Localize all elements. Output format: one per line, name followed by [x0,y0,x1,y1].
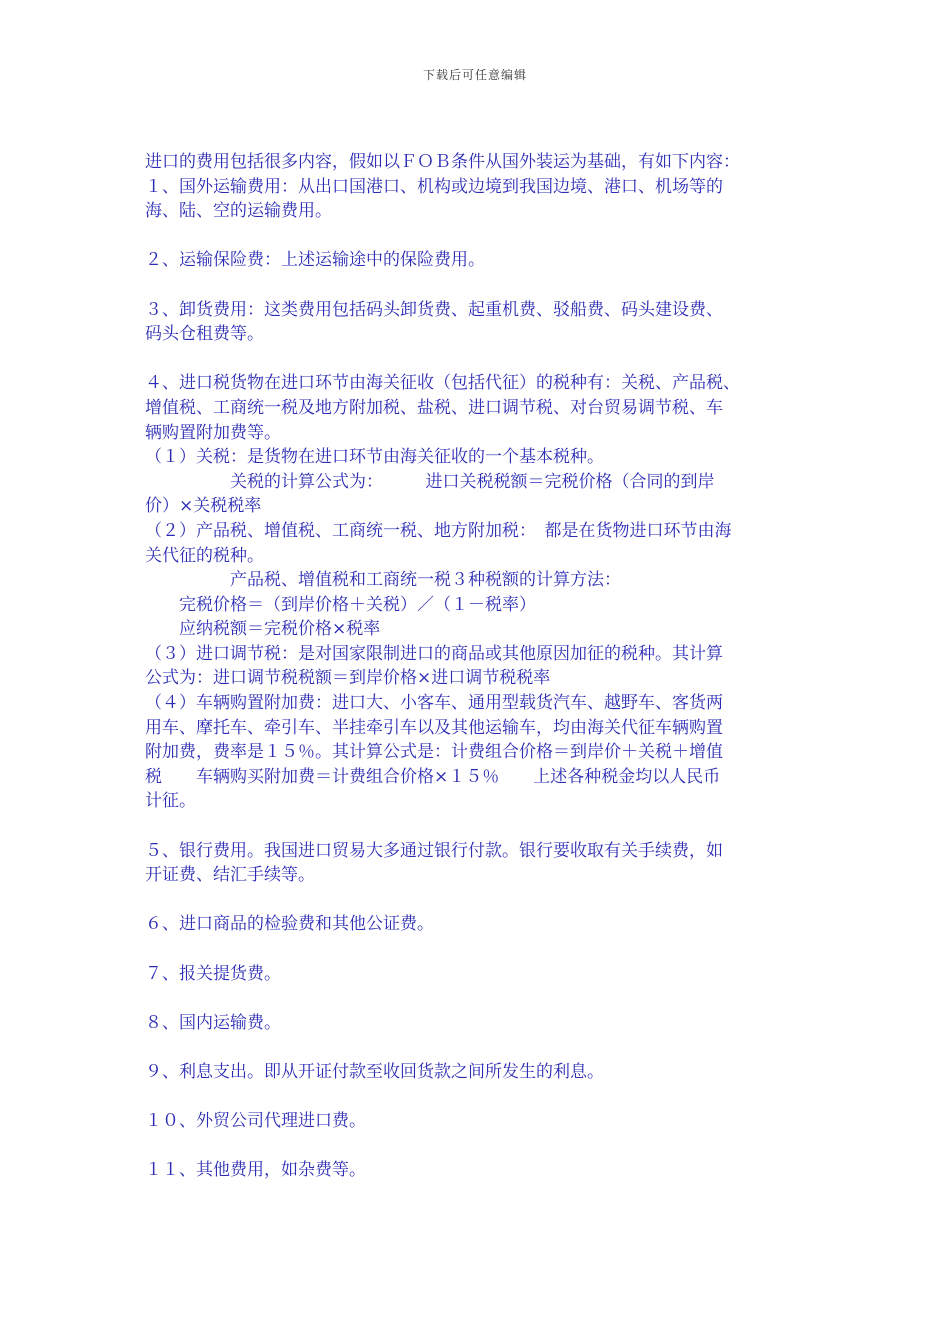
text-line: １１、其他费用，如杂费等。 [145,1160,366,1181]
blank-line [145,888,810,913]
text-line: （１）关税：是货物在进口环节由海关征收的一个基本税种。 [145,447,604,468]
text-line: （２）产品税、增值税、工商统一税、地方附加税： 都是在货物进口环节由海 [145,520,732,541]
blank-line [145,224,810,249]
blank-line [145,347,810,372]
text-line: 海、陆、空的运输费用。 [145,201,332,222]
text-line: ９、利息支出。即从开证付款至收回货款之间所发生的利息。 [145,1061,604,1082]
text-line: 辆购置附加费等。 [145,422,281,443]
text-line: 计征。 [145,791,196,812]
text-line: 进口的费用包括很多内容，假如以ＦＯＢ条件从国外装运为基础，有如下内容： [145,152,740,172]
text-line: ４、进口税货物在进口环节由海关征收（包括代征）的税种有：关税、产品税、 [145,373,740,394]
text-line: （３）进口调节税：是对国家限制进口的商品或其他原因加征的税种。其计算 [145,643,723,664]
text-line: 产品税、增值税和工商统一税３种税额的计算方法： [145,570,621,591]
text-line: ６、进口商品的检验费和其他公证费。 [145,914,434,935]
blank-line [145,1085,810,1110]
text-line: 用车、摩托车、牵引车、半挂牵引车以及其他运输车，均由海关代征车辆购置 [145,717,723,738]
text-line: 附加费，费率是１５％。其计算公式是：计费组合价格＝到岸价＋关税＋增值 [145,742,723,763]
blank-line [145,937,810,962]
text-line: 完税价格＝（到岸价格＋关税）／（１－税率） [145,594,536,615]
document-body [145,150,810,1183]
text-line: 税 车辆购买附加费＝计费组合价格×１５％ 上述各种税金均以人民币 [145,766,721,787]
text-line: ３、卸货费用：这类费用包括码头卸货费、起重机费、驳船费、码头建设费、 [145,299,723,320]
text-line: ２、运输保险费：上述运输途中的保险费用。 [145,250,485,271]
blank-line [145,273,810,298]
text-line: 公式为：进口调节税税额＝到岸价格×进口调节税税率 [145,668,551,689]
page-header: 下载后可任意编辑 [422,68,527,82]
text-line: （４）车辆购置附加费：进口大、小客车、通用型载货汽车、越野车、客货两 [145,693,723,714]
text-line: 价）×关税税率 [145,496,262,517]
text-line: 码头仓租费等。 [145,324,264,345]
text-line: 增值税、工商统一税及地方附加税、盐税、进口调节税、对台贸易调节税、车 [145,397,723,418]
text-line: ５、银行费用。我国进口贸易大多通过银行付款。银行要收取有关手续费，如 [145,840,723,861]
text-line: １０、外贸公司代理进口费。 [145,1111,366,1132]
text-line: ７、报关提货费。 [145,963,281,984]
text-line: 应纳税额＝完税价格×税率 [145,619,381,640]
text-line: １、国外运输费用：从出口国港口、机构或边境到我国边境、港口、机场等的 [145,176,723,197]
text-line: ８、国内运输费。 [145,1012,281,1033]
blank-line [145,1134,810,1159]
blank-line [145,1035,810,1060]
blank-line [145,986,810,1011]
text-line: 关代征的税种。 [145,545,264,566]
text-line: 开证费、结汇手续等。 [145,865,315,886]
blank-line [145,814,810,839]
text-line: 关税的计算公式为： 进口关税税额＝完税价格（合同的到岸 [145,471,715,492]
